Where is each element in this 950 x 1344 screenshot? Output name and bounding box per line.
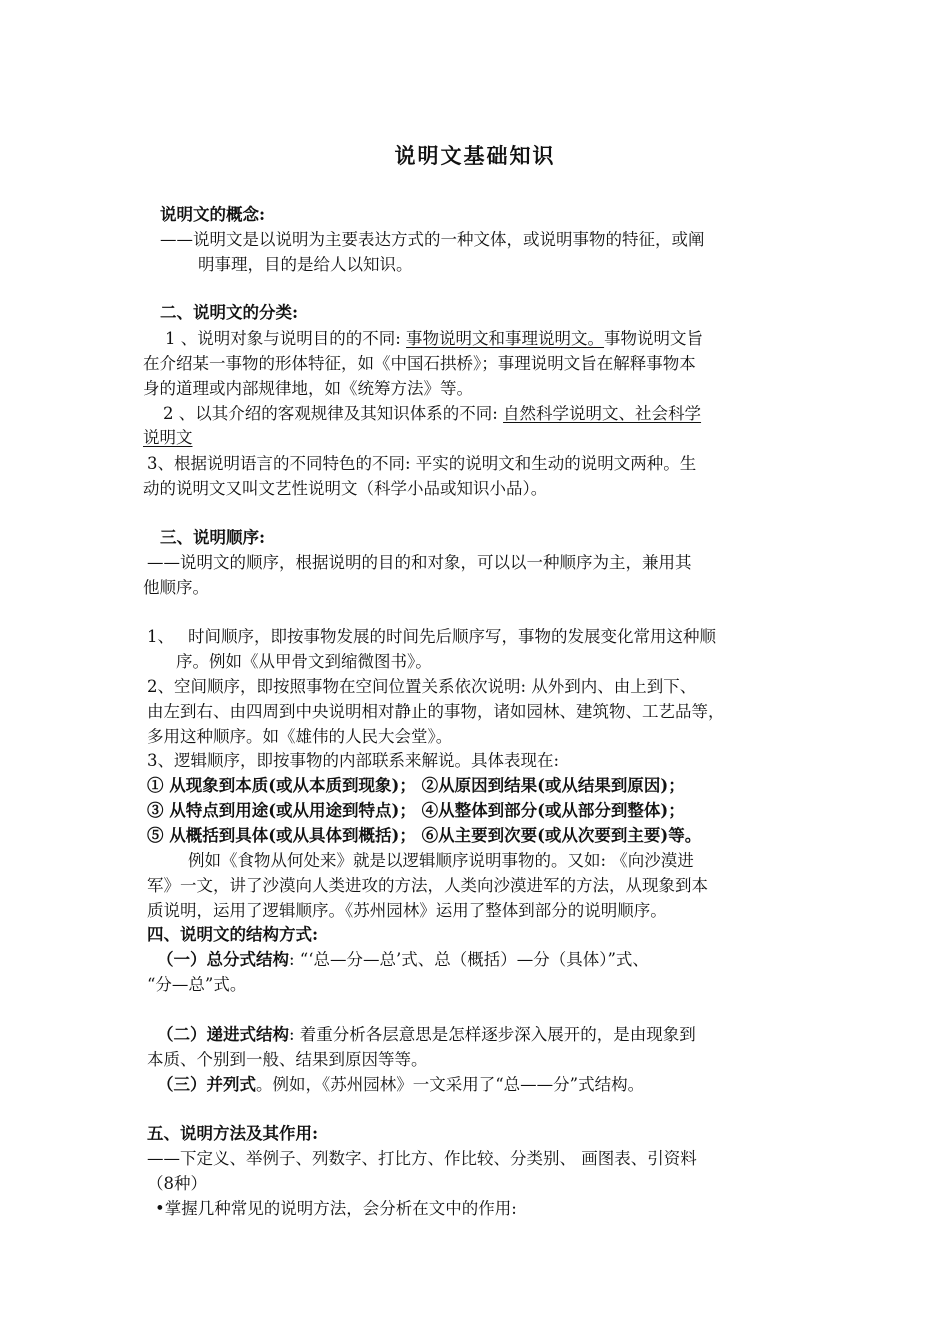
logic-order-line-3: ⑤ 从概括到具体(或从具体到概括)； ⑥从主要到次要(或从次要到主要)等。 xyxy=(147,826,702,845)
order-item-2: 2、空间顺序，即按照事物在空间位置关系依次说明: 从外到内、由上到下、 xyxy=(147,677,697,696)
structure-item-3-label: （三）并列式 xyxy=(157,1075,256,1094)
section-heading-order: 三、说明顺序: xyxy=(160,528,266,547)
section-heading-methods: 五、说明方法及其作用: xyxy=(147,1124,319,1143)
order-example: 例如《食物从何处来》就是以逻辑顺序说明事物的。又如: 《向沙漠进 xyxy=(188,851,694,870)
structure-item-2-line-2: 本质、个别到一般、结果到原因等等。 xyxy=(147,1050,428,1069)
classification-item-1 xyxy=(165,327,703,351)
section-heading-concept: 说明文的概念: xyxy=(160,205,266,224)
classification-item-1-underlined: 事物说明文和事理说明文。 xyxy=(406,329,605,348)
order-item-1: 时间顺序，即按事物发展的时间先后顺序写，事物的发展变化常用这种顺 xyxy=(188,627,716,646)
structure-item-2-text: : 着重分析各层意思是怎样逐步深入展开的，是由现象到 xyxy=(289,1025,696,1044)
methods-list: ——下定义、举例子、列数字、打比方、作比较、分类别、 画图表、引资料 xyxy=(147,1149,697,1168)
classification-item-1-line-2: 在介绍某一事物的形体特征，如《中国石拱桥》；事理说明文旨在解释事物本 xyxy=(143,354,696,373)
order-intro-line-2: 他顺序。 xyxy=(143,578,209,597)
logic-order-line-2: ③ 从特点到用途(或从用途到特点)； ④从整体到部分(或从部分到整体)； xyxy=(147,801,685,820)
structure-item-3 xyxy=(157,1073,644,1097)
structure-item-1-label: （一）总分式结构 xyxy=(157,950,289,969)
order-item-2-line-3: 多用这种顺序。如《雄伟的人民大会堂》。 xyxy=(147,727,453,746)
page-title: 说明文基础知识 xyxy=(394,143,556,168)
classification-item-2-underlined: 自然科学说明文、社会科学 xyxy=(503,404,702,423)
section-heading-classification: 二、说明文的分类: xyxy=(160,303,299,322)
structure-item-1 xyxy=(157,948,649,972)
classification-item-2-lead: 2 、以其介绍的客观规律及其知识体系的不同: xyxy=(163,404,504,423)
section-heading-structure: 四、说明文的结构方式: xyxy=(147,925,319,944)
structure-item-1-text: : “‘总—分—总’式、总（概括）—分（具体）”式、 xyxy=(289,950,649,969)
order-intro: ——说明文的顺序，根据说明的目的和对象，可以以一种顺序为主，兼用其 xyxy=(147,553,692,572)
classification-item-1-tail: 事物说明文旨 xyxy=(604,329,704,348)
order-item-1-number: 1、 xyxy=(147,627,174,646)
structure-item-3-text: 。例如，《苏州园林》一文采用了“总——分”式结构。 xyxy=(256,1075,645,1094)
structure-item-2-label: （二）递进式结构 xyxy=(157,1025,289,1044)
order-item-2-line-2: 由左到右、由四周到中央说明相对静止的事物，诸如园林、建筑物、工艺品等， xyxy=(147,702,725,721)
classification-item-2-line-2: 说明文 xyxy=(143,428,193,447)
structure-item-2 xyxy=(157,1023,696,1047)
classification-item-1-line-3: 身的道理或内部规律地，如《统筹方法》等。 xyxy=(143,379,473,398)
order-item-3: 3、逻辑顺序，即按事物的内部联系来解说。具体表现在: xyxy=(147,751,560,770)
order-example-line-2: 军》一文，讲了沙漠向人类进攻的方法，人类向沙漠进军的方法，从现象到本 xyxy=(147,876,708,895)
classification-item-2 xyxy=(163,402,701,426)
concept-line-2: 明事理，目的是给人以知识。 xyxy=(198,255,413,274)
classification-item-3: 3、根据说明语言的不同特色的不同: 平实的说明文和生动的说明文两种。生 xyxy=(147,454,697,473)
classification-item-1-lead: 1 、说明对象与说明目的的不同: xyxy=(165,329,407,348)
structure-item-1-line-2: “分—总”式。 xyxy=(147,975,247,994)
methods-count: （8种） xyxy=(147,1174,207,1193)
order-example-line-3: 质说明，运用了逻辑顺序。《苏州园林》运用了整体到部分的说明顺序。 xyxy=(147,901,667,920)
classification-item-3-line-2: 动的说明文又叫文艺性说明文（科学小品或知识小品）。 xyxy=(143,479,548,498)
concept-line-1: ——说明文是以说明为主要表达方式的一种文体，或说明事物的特征，或阐 xyxy=(160,230,705,249)
methods-bullet: •掌握几种常见的说明方法，会分析在文中的作用: xyxy=(155,1199,517,1218)
order-item-1-line-2: 序。例如《从甲骨文到缩微图书》。 xyxy=(176,652,432,671)
logic-order-line-1: ① 从现象到本质(或从本质到现象)； ②从原因到结果(或从结果到原因)； xyxy=(147,776,685,795)
